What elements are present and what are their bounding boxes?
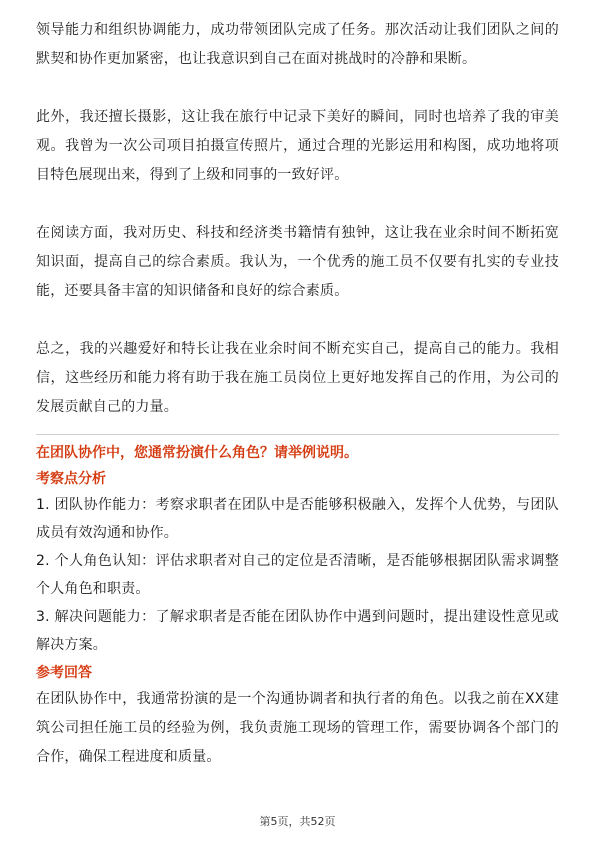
- paragraph-gap: [36, 74, 559, 103]
- interview-question: 在团队协作中，您通常扮演什么角色？请举例说明。: [36, 445, 358, 461]
- document-page: [36, 16, 559, 772]
- answer-text: 在团队协作中，我通常扮演的是一个沟通协调者和执行者的角色。以我之前在XX建筑公司担任施工员的经验为例，我负责施工现场的管理工作，需要协调各个部门的合作，确保工程进度和质量。: [36, 691, 559, 765]
- list-item: [36, 547, 559, 603]
- section-divider: [36, 434, 559, 435]
- paragraph-gap: [36, 190, 559, 219]
- page-number: 第5页，共52页: [259, 815, 336, 828]
- list-item: [36, 491, 559, 547]
- paragraph-leadership: 领导能力和组织协调能力，成功带领团队完成了任务。那次活动让我们团队之间的默契和协作更加紧密，也让我意识到自己在面对挑战时的冷静和果断。: [36, 22, 559, 67]
- analysis-item-text: 1. 团队协作能力：考察求职者在团队中是否能够积极融入，发挥个人优势，与团队成员有效沟通和协作。: [36, 497, 559, 541]
- analysis-title: 考察点分析: [36, 471, 106, 487]
- paragraph-reading: 在阅读方面，我对历史、科技和经济类书籍情有独钟，这让我在业余时间不断拓宽知识面，提高自己的综合素质。我认为，一个优秀的施工员不仅要有扎实的专业技能，还要具备丰富的知识储备和良好的综合素质。: [36, 225, 559, 299]
- paragraph-summary: 总之，我的兴趣爱好和特长让我在业余时间不断充实自己，提高自己的能力。我相信，这些经历和能力将有助于我在施工员岗位上更好地发挥自己的作用，为公司的发展贡献自己的力量。: [36, 341, 559, 415]
- paragraph-gap: [36, 306, 559, 335]
- answer-title: 参考回答: [36, 665, 92, 681]
- analysis-item-text: 3. 解决问题能力：了解求职者是否能在团队协作中遇到问题时，提出建设性意见或解决方案。: [36, 609, 559, 653]
- analysis-item-text: 2. 个人角色认知：评估求职者对自己的定位是否清晰，是否能够根据团队需求调整个人角色和职责。: [36, 553, 559, 597]
- analysis-list: [36, 491, 559, 659]
- paragraph-photography: 此外，我还擅长摄影，这让我在旅行中记录下美好的瞬间，同时也培养了我的审美观。我曾为一次公司项目拍摄宣传照片，通过合理的光影运用和构图，成功地将项目特色展现出来，得到了上级和同事的一致好评。: [36, 109, 559, 183]
- list-item: [36, 603, 559, 659]
